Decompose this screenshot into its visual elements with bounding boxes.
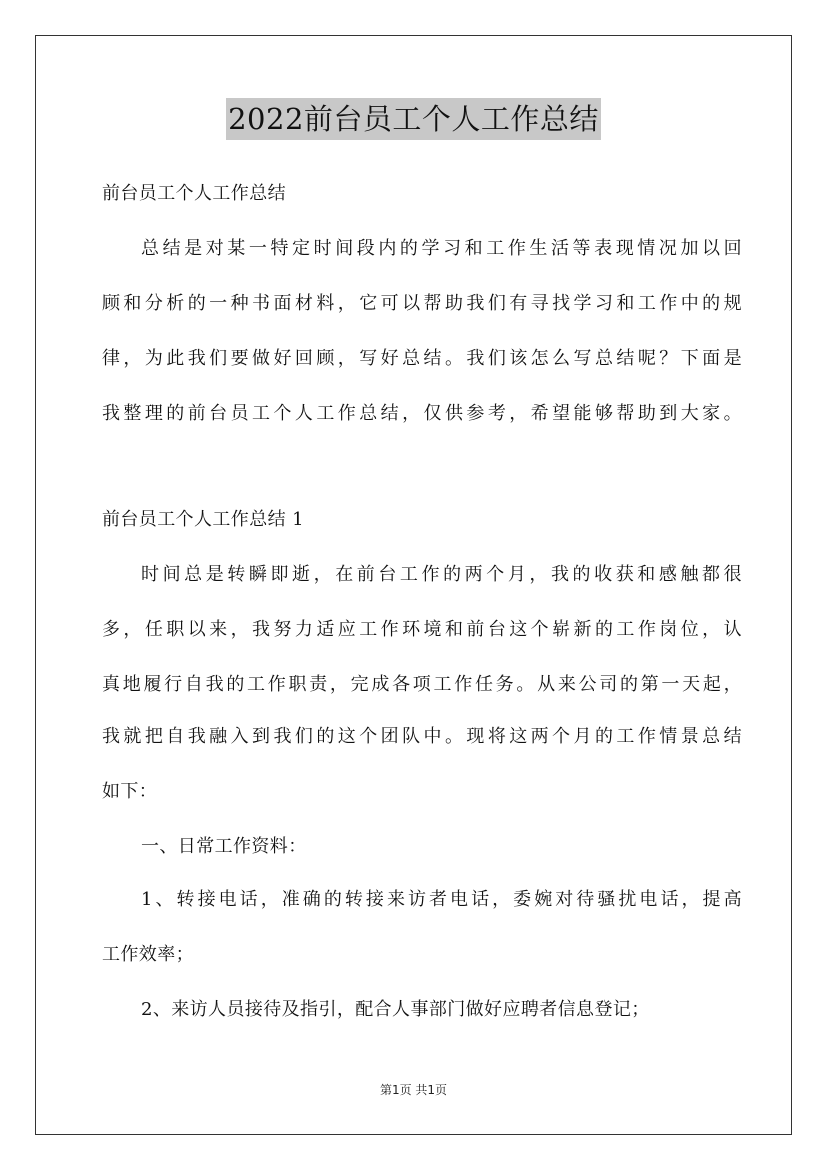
section-line-3: 真地履行自我的工作职责，完成各项工作任务。从来公司的第一天起， — [102, 674, 742, 695]
intro-line-1: 总结是对某一特定时间段内的学习和工作生活等表现情况加以回 — [141, 238, 742, 259]
section-line-4: 我就把自我融入到我们的这个团队中。现将这两个月的工作情景总结 — [102, 726, 742, 747]
section-line-5: 如下： — [102, 781, 158, 802]
item-2-line: 2、来访人员接待及指引，配合人事部门做好应聘者信息登记； — [141, 999, 650, 1020]
section-line-2: 多，任职以来，我努力适应工作环境和前台这个崭新的工作岗位，认 — [102, 619, 742, 640]
section-line-1: 时间总是转瞬即逝，在前台工作的两个月，我的收获和感触都很 — [141, 564, 742, 585]
document-title-text: 2022前台员工个人工作总结 — [226, 98, 601, 140]
daily-work-heading: 一、日常工作资料： — [141, 836, 307, 857]
intro-line-2: 顾和分析的一种书面材料，它可以帮助我们有寻找学习和工作中的规 — [102, 293, 742, 314]
item-1-line-1: 1、转接电话，准确的转接来访者电话，委婉对待骚扰电话，提高 — [141, 889, 742, 910]
document-title — [0, 98, 827, 140]
intro-line-4: 我整理的前台员工个人工作总结，仅供参考，希望能够帮助到大家。 — [102, 403, 742, 424]
intro-line-3: 律，为此我们要做好回顾，写好总结。我们该怎么写总结呢？下面是 — [102, 348, 742, 369]
section-heading: 前台员工个人工作总结 1 — [102, 509, 304, 530]
item-1-line-2: 工作效率； — [102, 944, 194, 965]
subtitle: 前台员工个人工作总结 — [102, 183, 286, 204]
page-indicator: 第1页 共1页 — [379, 1083, 448, 1097]
